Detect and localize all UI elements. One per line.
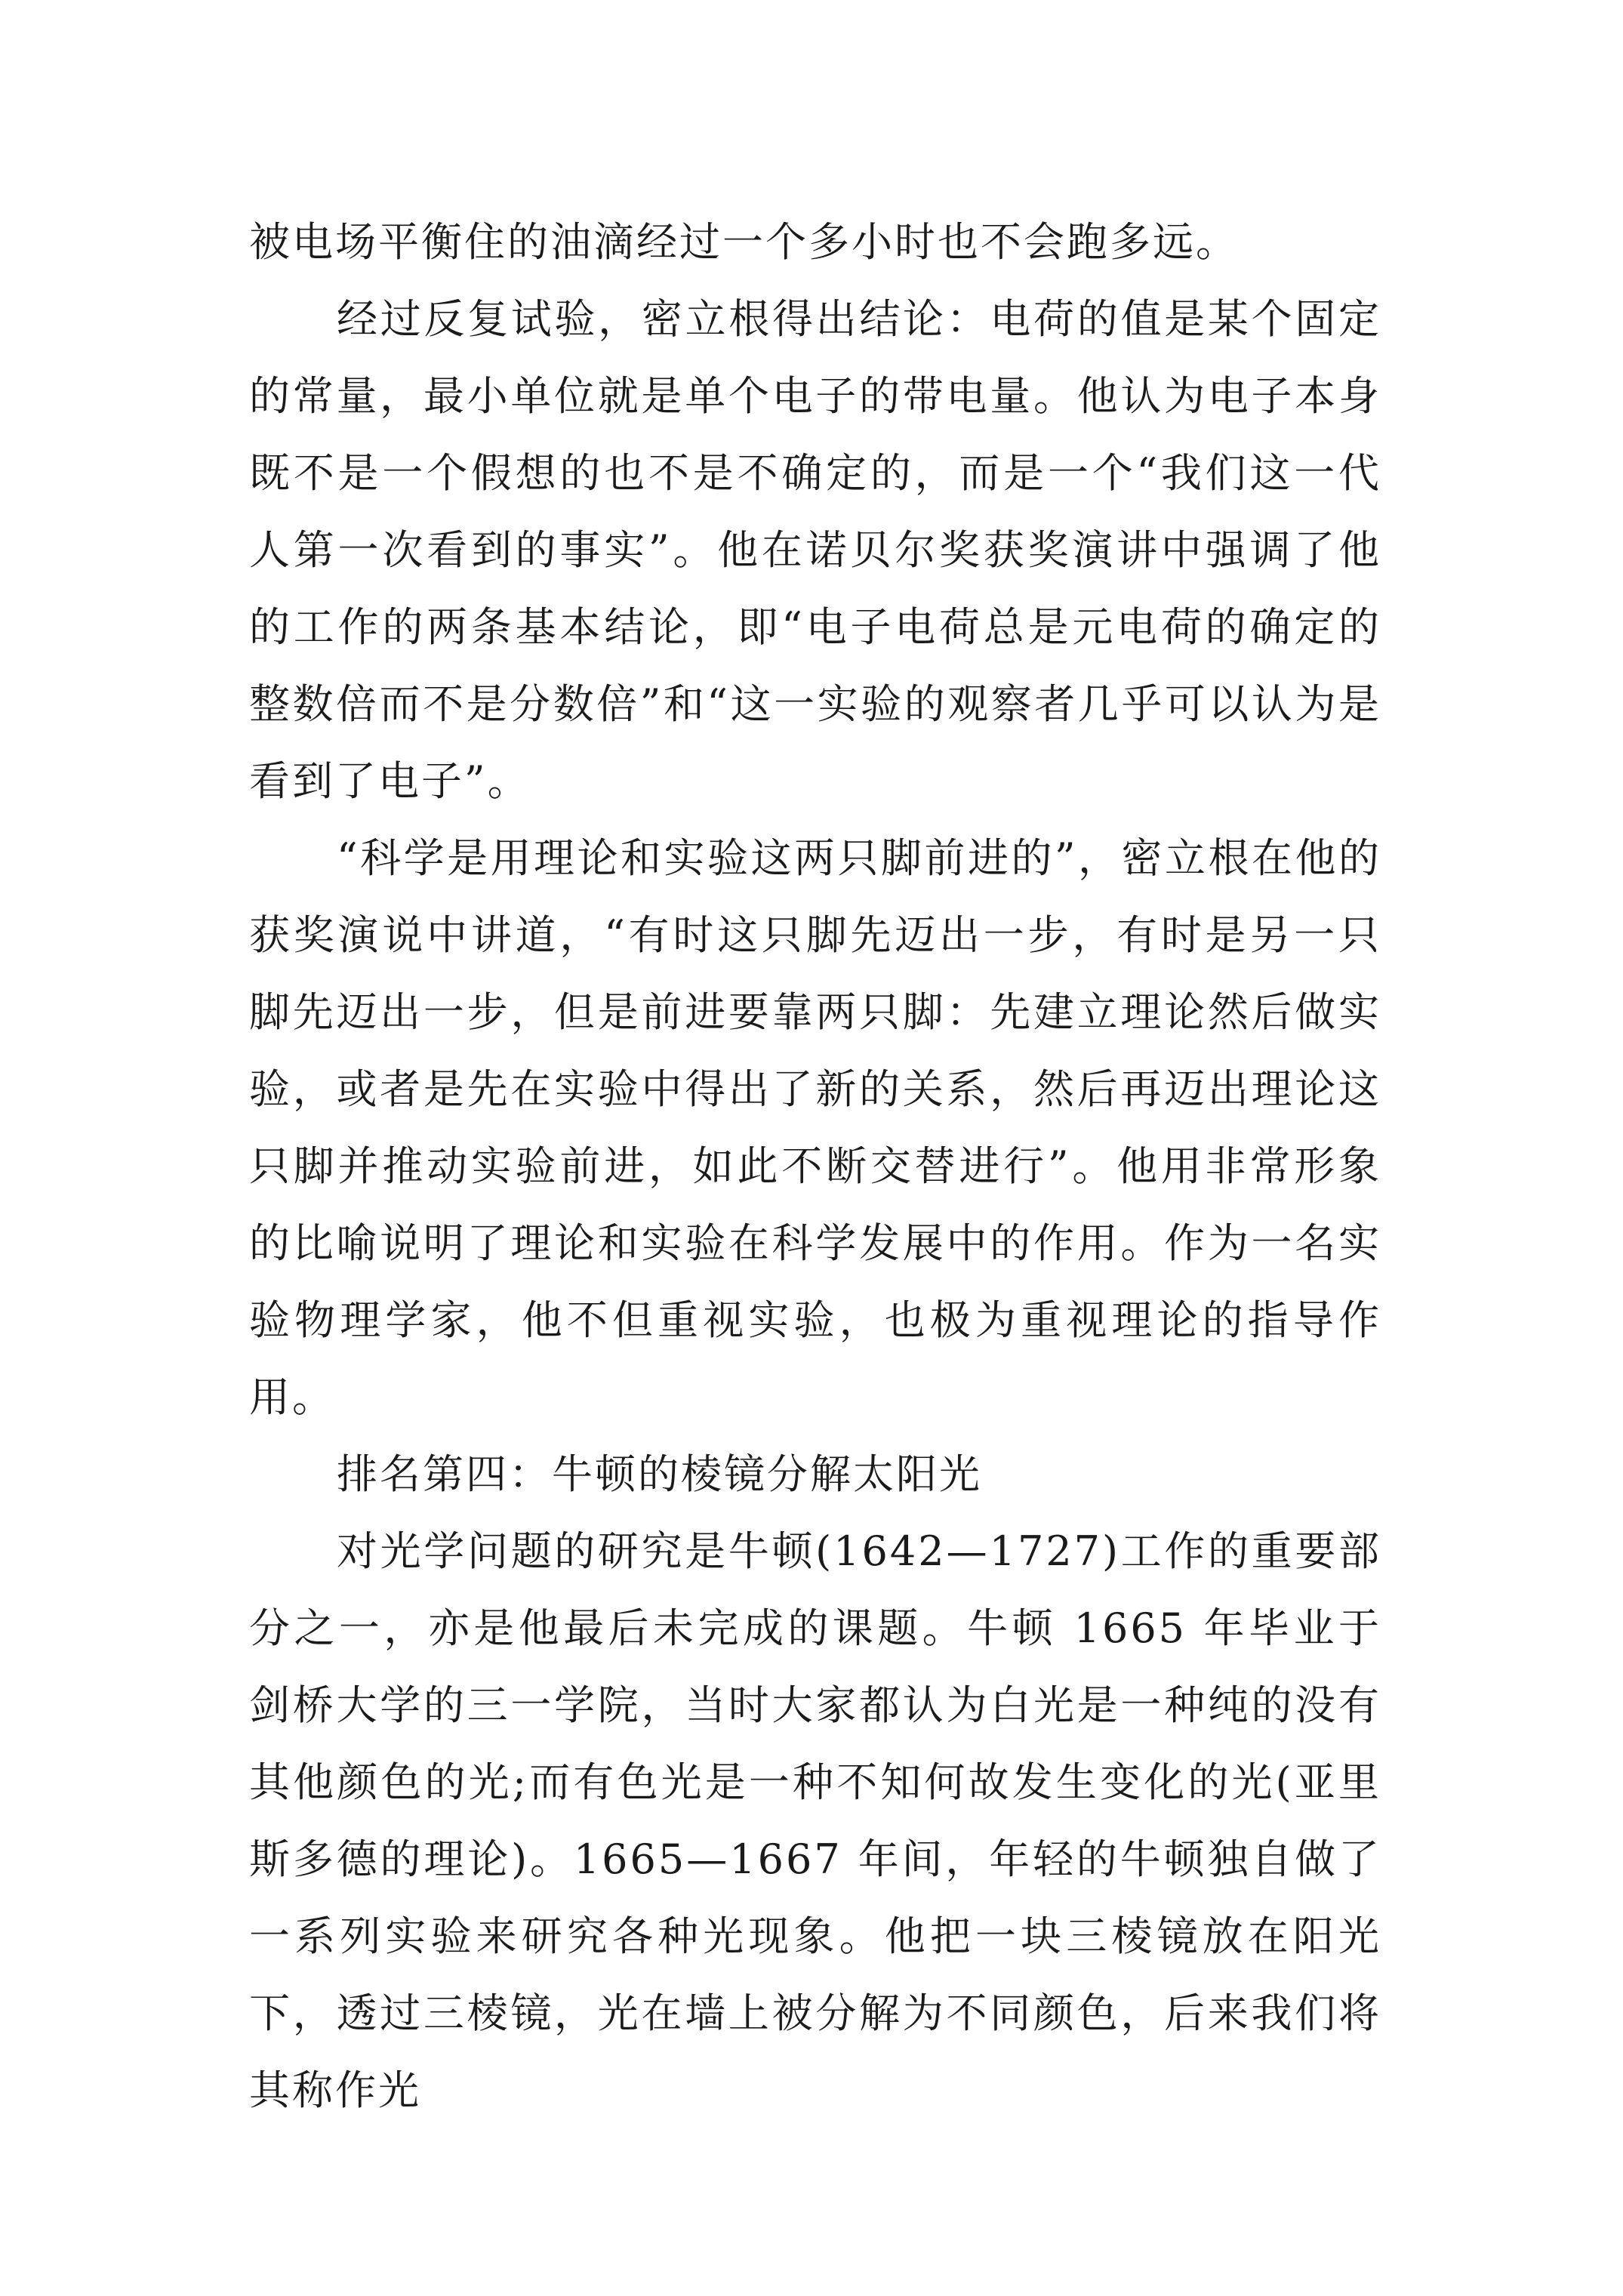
paragraph-millikan-quote: “科学是用理论和实验这两只脚前进的”，密立根在他的获奖演说中讲道，“有时这只脚先迈出一步，有时是另一只脚先迈出一步，但是前进要靠两只脚：先建立理论然后做实验，或者是先在实验中得出了新的关系，然后再迈出理论这只脚并推动实验前进，如此不断交替进行”。他用非常形象的比喻说明了理论和实验在科学发展中的作用。作为一名实验物理学家，他不但重视实验，也极为重视理论的指导作用。 — [249, 834, 1381, 1421]
paragraph-continuation: 被电场平衡住的油滴经过一个多小时也不会跑多远。 — [249, 218, 1239, 266]
page-text-body — [249, 204, 1381, 2129]
section-heading-rank-four: 排名第四：牛顿的棱镜分解太阳光 — [337, 1450, 982, 1498]
paragraph-millikan-conclusion: 经过反复试验，密立根得出结论：电荷的值是某个固定的常量，最小单位就是单个电子的带电量。他认为电子本身既不是一个假想的也不是不确定的，而是一个“我们这一代人第一次看到的事实”。他在诺贝尔奖获奖演讲中强调了他的工作的两条基本结论，即“电子电荷总是元电荷的确定的整数倍而不是分数倍”和“这一实验的观察者几乎可以认为是看到了电子”。 — [249, 295, 1381, 805]
paragraph-newton-optics: 对光学问题的研究是牛顿(1642—1727)工作的重要部分之一，亦是他最后未完成的课题。牛顿 1665 年毕业于剑桥大学的三一学院，当时大家都认为白光是一种纯的没有其他颜色的光;而有色光是一种不知何故发生变化的光(亚里斯多德的理论)。1665—1667 年间，年轻的牛顿独自做了一系列实验来研究各种光现象。他把一块三棱镜放在阳光下，透过三棱镜，光在墙上被分解为不同颜色，后来我们将其称作光 — [249, 1527, 1381, 2114]
